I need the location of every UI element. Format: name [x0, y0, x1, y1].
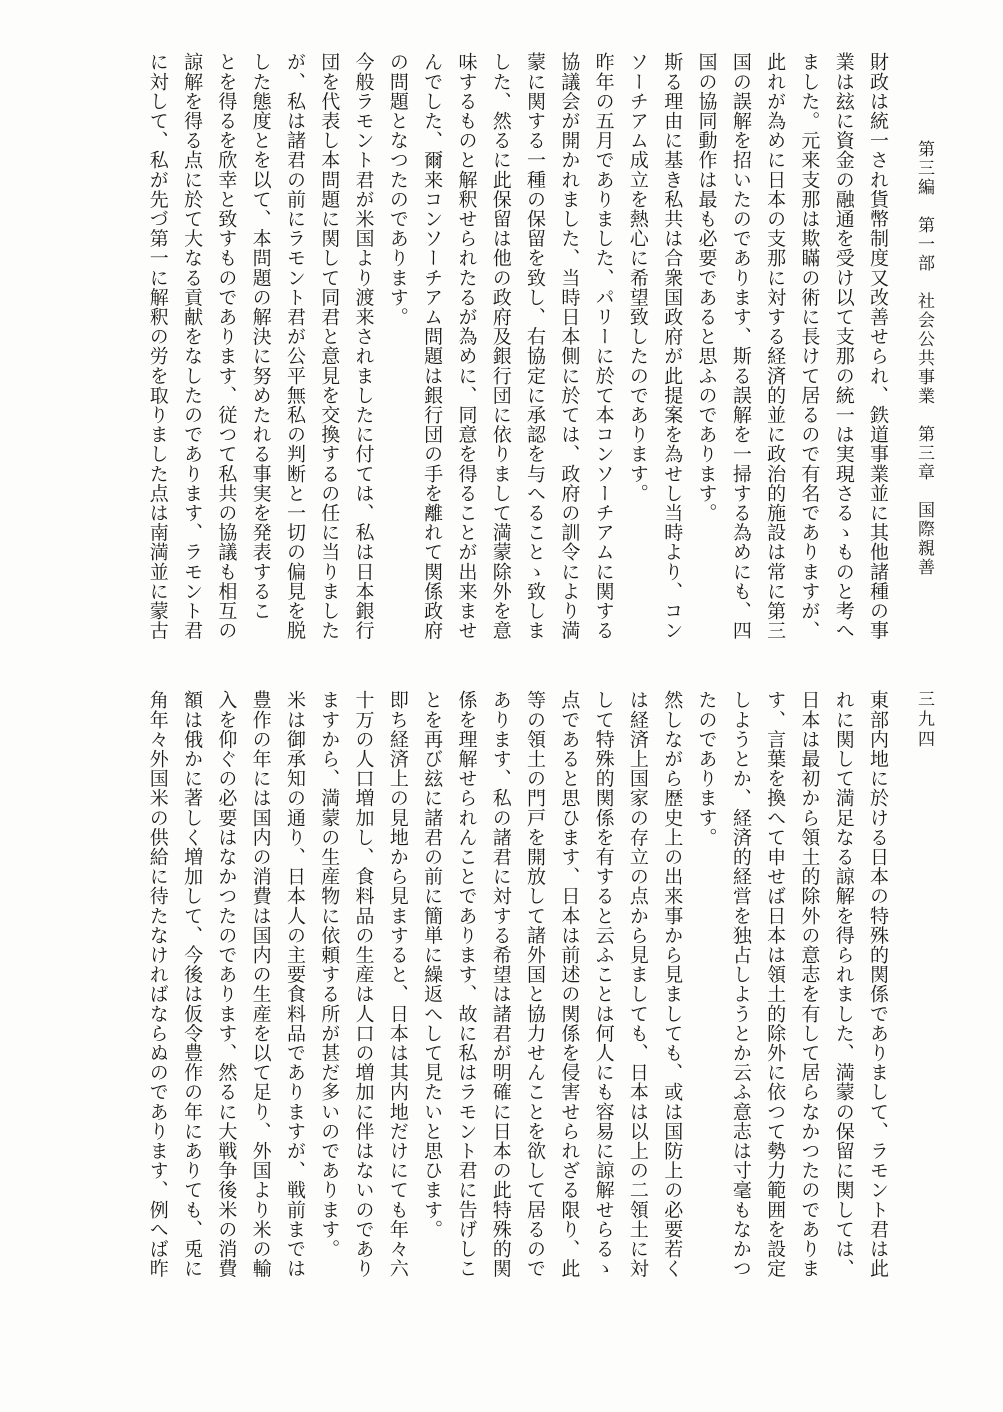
running-header: 第三編 第一部 社会公共事業 第三章 国際親善: [914, 140, 934, 577]
text-column: す、言葉を換へて申せば日本は領土的除外に依つて勢力範囲を設定: [764, 690, 787, 1278]
text-column: 味するものと解釈せられたるが為めに、同意を得ることが出来ませ: [455, 52, 478, 640]
text-column: とを再び玆に諸君の前に簡単に繰返へして見たいと思ひます。: [421, 690, 444, 1239]
text-column: 十万の人口増加し、食料品の生産は人口の増加に伴はないのであり: [352, 690, 375, 1278]
text-column: んでした、爾来コンソーチアム問題は銀行団の手を離れて関係政府: [421, 52, 444, 640]
text-column: 点であると思ひます、日本は前述の関係を侵害せられざる限り、此: [558, 690, 581, 1278]
text-column: あります、私の諸君に対する希望は諸君が明確に日本の此特殊的関: [489, 690, 512, 1278]
text-column: 角年々外国米の供給に待たなければならぬのであります、例へば昨: [146, 690, 169, 1278]
text-column: 此れが為めに日本の支那に対する経済的並に政治的施設は常に第三: [764, 52, 787, 640]
text-column: とを得るを欣幸と致すものであります、従つて私共の協議も相互の: [215, 52, 238, 640]
text-column: 蒙に関する一種の保留を致し、右協定に承認を与へることゝ致しま: [524, 52, 547, 640]
text-column: 今般ラモント君が米国より渡来されましたに付ては、私は日本銀行: [352, 52, 375, 640]
text-column: した、然るに此保留は他の政府及銀行団に依りまして満蒙除外を意: [489, 52, 512, 640]
text-column: 係を理解せられんことであります、故に私はラモント君に告げしこ: [455, 690, 478, 1278]
text-column: 団を代表し本問題に関して同君と意見を交換するの任に当りました: [318, 52, 341, 640]
text-column: 国の誤解を招いたのであります、斯る誤解を一掃する為めにも、四: [729, 52, 752, 640]
text-column: 業は玆に資金の融通を受け以て支那の統一は実現さるゝものと考へ: [832, 52, 855, 640]
text-column: 日本は最初から領土的除外の意志を有して居らなかつたのでありま: [798, 690, 821, 1278]
text-column: しようとか、経済的経営を独占しようとか云ふ意志は寸毫もなかつ: [729, 690, 752, 1278]
upper-text-block: [105, 52, 895, 652]
text-column: して特殊的関係を有すると云ふことは何人にも容易に諒解せらるゝ: [592, 690, 615, 1278]
text-column: ソーチアム成立を熱心に希望致したのであります。: [626, 52, 649, 503]
text-column: 米は御承知の通り、日本人の主要食料品でありますが、戦前までは: [283, 690, 306, 1278]
text-column: 昨年の五月でありました、パリーに於て本コンソーチアムに関する: [592, 52, 615, 640]
lower-text-block: [105, 690, 895, 1286]
text-column: 即ち経済上の見地から見ますると、日本は其内地だけにても年々六: [386, 690, 409, 1278]
text-column: は経済上国家の存立の点から見ましても、日本は以上の二領土に対: [626, 690, 649, 1278]
text-column: 諒解を得る点に於て大なる貢献をなしたのであります、ラモント君: [181, 52, 204, 640]
text-column: 豊作の年には国内の消費は国内の生産を以て足り、外国より米の輸: [249, 690, 272, 1278]
text-column: 然しながら歴史上の出来事から見ましても、或は国防上の必要若く: [661, 690, 684, 1278]
text-column: に対して、私が先づ第一に解釈の労を取りました点は南満並に蒙古: [146, 52, 169, 640]
text-column: 国の協同動作は最も必要であると思ふのであります。: [695, 52, 718, 523]
text-column: 斯る理由に基き私共は合衆国政府が此提案を為せし当時より、コン: [661, 52, 684, 640]
text-column: 入を仰ぐの必要はなかつたのであります、然るに大戦争後米の消費: [215, 690, 238, 1278]
text-column: 協議会が開かれました、当時日本側に於ては、政府の訓令により満: [558, 52, 581, 640]
text-column: の問題となつたのであります。: [386, 52, 409, 327]
text-column: れに関して満足なる諒解を得られました、満蒙の保留に関しては、: [832, 690, 855, 1278]
text-column: 財政は統一され貨幣制度又改善せられ、鉄道事業並に其他諸種の事: [867, 52, 889, 640]
text-column: たのであります。: [695, 690, 718, 847]
text-column: ますから、満蒙の生産物に依頼する所が甚だ多いのであります。: [318, 690, 341, 1259]
text-column: が、私は諸君の前にラモント君が公平無私の判断と一切の偏見を脱: [283, 52, 306, 640]
text-column: 等の領土の門戸を開放して諸外国と協力せんことを欲して居るので: [524, 690, 547, 1278]
text-column: 東部内地に於ける日本の特殊的関係でありまして、ラモント君は此: [867, 690, 889, 1278]
text-column: 額は俄かに著しく増加して、今後は仮令豊作の年にありても、兎に: [181, 690, 204, 1278]
page-number: 三九四: [914, 690, 934, 750]
text-column: した態度とを以て、本問題の解決に努めたれる事実を発表するこ: [249, 52, 272, 621]
text-column: ました。元来支那は欺瞞の術に長けて居るので有名でありますが、: [798, 52, 821, 640]
